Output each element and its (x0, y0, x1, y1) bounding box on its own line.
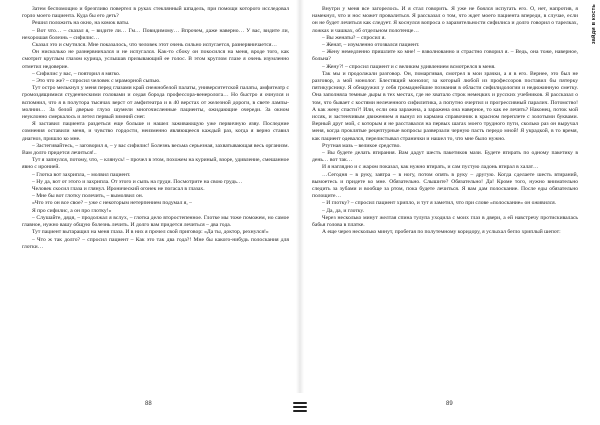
hamburger-menu-icon[interactable] (293, 400, 307, 414)
paragraph: – Вы женаты? – спросил я. (322, 34, 386, 41)
right-page-text (312, 6, 578, 237)
paragraph: Я заставил пациента раздеться еще больше и нашел заживающую уже первичную язву. Последние сомнения оставили меня, и чувство гордости, неизменно являющееся каждый раз, когда я верно ставил диагноз, пришло ко мне. (22, 121, 289, 142)
left-page (0, 0, 296, 393)
paragraph: «Что это он все свое? – уже с некоторым нетерпением подумал я, – (32, 200, 192, 207)
paragraph: …Сегодня – в руку, завтра – в ногу, потом опять в руку – другую. Когда сделаете шесть втираний, вымоетесь и придете ко мне. Обязательно. Слышите? Обязательно! Да! Кроме того, нужно внимательно следить за зубами и вообще за ртом, пока будете лечиться. Я вам дам полоскание. После еды обязательно полощите… (312, 171, 578, 200)
right-page-number: 89 (446, 401, 453, 407)
paragraph: – И глотку? – спросил пациент хрипло, и тут я заметил, что при слове «полоскание» он оживился. (322, 200, 557, 207)
paragraph: – Женат, – изумленно отозвался пациент. (322, 42, 420, 49)
left-page-number: 88 (145, 401, 152, 407)
left-page-text (22, 6, 289, 251)
book-spine-gutter (296, 0, 304, 393)
paragraph: – Вы будете делать втирания. Вам дадут шесть пакетиков мази. Будете втирать по одному пакетику в день… вот так… (312, 150, 578, 164)
paragraph: А еще через несколько минут, пробегая по полутемному коридору, я услыхал бегло хриплый шепот: (322, 229, 561, 236)
paragraph: – Жену?! – спросил пациент и с великим удивлением всмотрелся в меня. (322, 63, 496, 70)
paragraph: И я наглядно и с жаром показал, как нужно втирать, и сам пустую ладонь втирал в халат… (322, 164, 539, 171)
paragraph: Сказал это и смутился. Мне показалось, что человек этот очень сильно испугается, разнервничается… (32, 42, 278, 49)
paragraph: – Ну да, вот от этого и захрипла. От этого и сыпь на груди. Посмотрите на свою грудь… (32, 178, 243, 185)
paragraph: Через несколько минут желтая спина тулупа уходила с моих глаз в двери, а ей навстречу протискивалась бабья голова в платке. (312, 214, 578, 229)
paragraph: – Слушайте, дядя, – продолжал я вслух, – глотка дело второстепенное. Глотке мы тоже поможем, но самое главное, нужно вашу общую болезнь лечить. И долго вам придется лечиться – два года. (22, 214, 289, 229)
paragraph: Решил положить на окно, на комок ваты. (32, 20, 130, 27)
paragraph: – Вот что… – сказал я, – видите ли… Гм… Повидимому… Впрочем, даже наверно… У вас, видите ли, нехорошая болезнь – сифилис… (22, 27, 289, 41)
paragraph: Я про сифилис, а он про глотку!» (32, 207, 112, 214)
paragraph: – Мне бы вот глотку полечить, – вымолвил он. (32, 193, 144, 200)
book-title-vertical: зайди в кость (591, 4, 597, 45)
paragraph: Он нисколько не разнервничался и не испугался. Как-то сбоку он покосился на меня, вроде того, как смотрит круглым глазом курица, услышав призывающий ее голос. В этом круглом глазе я очень изумленно отметил недоверие. (22, 49, 289, 70)
right-page (304, 0, 600, 393)
paragraph: – Сифилис у вас, – повторил я мягко. (32, 70, 121, 77)
paragraph: Тут остро мелькнул у меня перед глазами край снежнобелой палаты, университетской палаты, амфитеатр с громоздящимися студенческими головами и седая борода профессора-венеролога… Но быстро я очнулся и вспомнил, что я в полутора тысячах верст от амфитеатра и в 40 верстах от железной дороги, в свете лампы-молнии… За белой дверью глухо шумели многочисленные пациенты, ожидающие очереди. За окном неуклонно смеркалось и летел первый зимний снег. (22, 85, 289, 121)
paragraph: Тут пациент вытаращил на меня глаза. И в них я прочел свой приговор: «Да ты, доктор, рехнулся!» (32, 229, 269, 236)
paragraph: Затем беспомощно и брезгливо повертел в руках стеклянный шпадель, при помощи которого исследовал горло моего пациента. Куда бы его деть? (22, 6, 289, 20)
paragraph: – Да, да, и глотку. (322, 207, 365, 214)
paragraph: – Глотка вот захрипла, – молвил пациент. (32, 171, 131, 178)
paragraph: Человек скосил глаза и глянул. Иронический огонек не погасал в глазах. (32, 186, 205, 193)
paragraph: – Что ж так долго? – спросил пациент – Как это так два года?! Мне бы какого-нибудь полоскания для глотки… (22, 236, 289, 250)
paragraph: Внутри у меня все загорелось. И я стал говорить. Я уже не боялся испугать его. О, нет, напротив, я намекнул, что и нос может провалиться. Я рассказал о том, что ждет моего пациента впереди, в случае, если он не будет лечиться как следует. Я коснулся вопроса о заразительности сифилиса и долго говорил о тарелках, ложках и чашках, об отдельном полотенце… (312, 6, 578, 34)
reader-footer (0, 393, 600, 425)
paragraph: – Жену немедленно пришлите ко мне! – взволнованно и страстно говорил я. – Ведь, она тоже, наверное, больна? (312, 49, 578, 63)
paragraph: Так мы и продолжали разговор. Он, помаргивая, смотрел в мои зрачки, а я в его. Вернее, это был не разговор, а мой монолог. Блестящий монолог, за который любой из профессоров поставил бы пятерку пятикурснику. Я обнаружил у себя громаднейшие познания в области сифилидологии и недюжинную сметку. Она заполняла темные дыры в тех местах, где не хватало строк немецких и русских учебников. Я рассказал о том, что бывает с костями нелеченного сифилитика, а попутно очертил и прогрессивный паралич. Потомство! А как жену спасти?! Или, если она заражена, а заражена она наверное, то как ее лечить? Наконец, поток мой иссяк, и застенчивым движением я вынул из кармана справочник в красном переплете с золотыми буквами. Верный друг мой, с которым я не расставался на первых шагах моего трудного пути, сколько раз он выручал меня, когда проклятые рецептурные вопросы разверзали черную пасть передо мной! Я украдкой, в то время, как пациент одевался, перелистывал странички и нашел то, что мне было нужно. (312, 70, 578, 142)
paragraph: Тут я запнулся, потому, что, – клянусь! – прочел в этом, похожем на куриный, взоре, удивление, смешанное явно с иронией. (22, 157, 289, 171)
paragraph: – Это что же? – спросил человек с мраморной сыпью. (32, 78, 161, 85)
paragraph: – Застегивайтесь, – заговорил я, – у вас сифилис! Болезнь весьма серьезная, захватывающая весь организм. Вам долго придется лечиться!.. (22, 142, 289, 157)
paragraph: Ртутная мазь – великое средство. (322, 142, 401, 149)
